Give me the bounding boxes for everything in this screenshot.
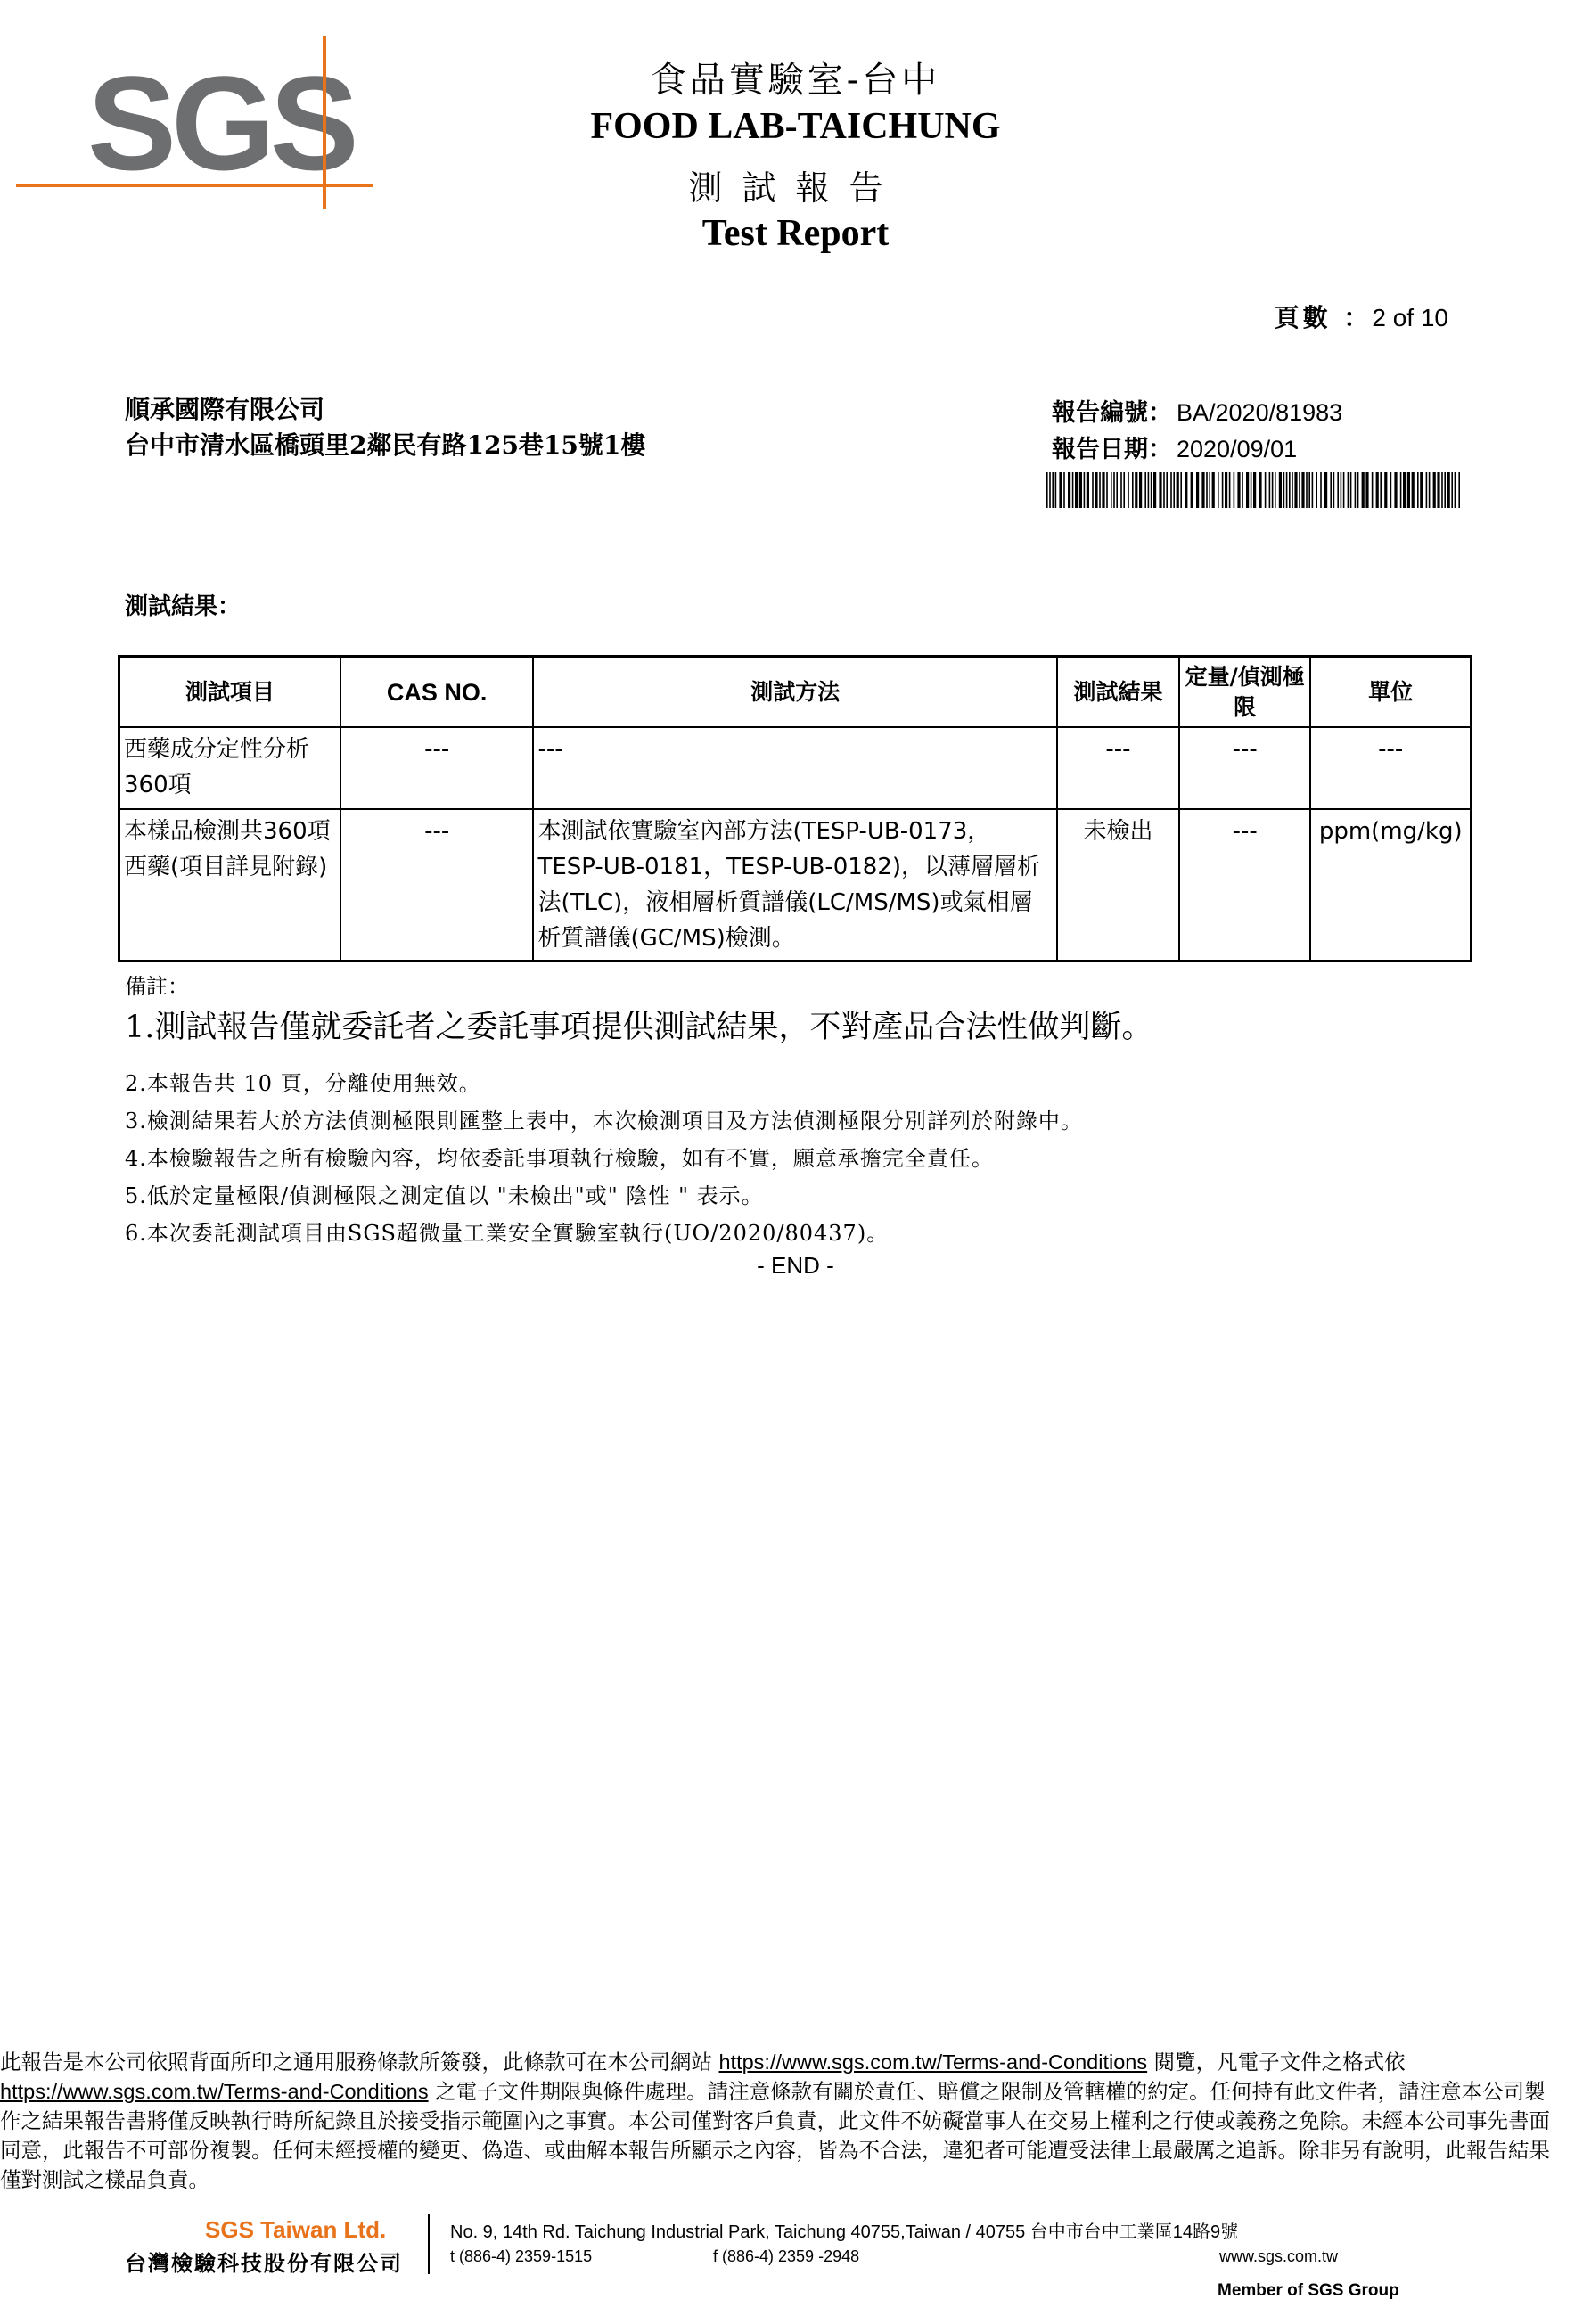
footer-website[interactable]: www.sgs.com.tw bbox=[1219, 2247, 1339, 2265]
report-date: 2020/09/01 bbox=[1177, 436, 1298, 462]
barcode-bar bbox=[1106, 472, 1108, 508]
barcode-bar bbox=[1075, 472, 1078, 508]
disclaimer-text: 此報告是本公司依照背面所印之通用服務條款所簽發，此條款可在本公司網站 bbox=[0, 2050, 719, 2074]
barcode-bar bbox=[1299, 472, 1300, 508]
barcode-bar bbox=[1320, 472, 1322, 508]
barcode-bar bbox=[1283, 472, 1285, 508]
client-block bbox=[125, 392, 645, 463]
barcode-bar bbox=[1259, 472, 1261, 508]
barcode-bar bbox=[1433, 472, 1436, 508]
barcode-bar bbox=[1251, 472, 1252, 508]
barcode-bar bbox=[1116, 472, 1118, 508]
barcode-bar bbox=[1272, 472, 1274, 508]
barcode-bar bbox=[1128, 472, 1129, 508]
barcode-bar bbox=[1234, 472, 1235, 508]
note-item: 4.本檢驗報告之所有檢驗內容，均依委託事項執行檢驗，如有不實，願意承擔完全責任。 bbox=[125, 1146, 994, 1171]
disclaimer bbox=[0, 2048, 1551, 2195]
end-marker: - END - bbox=[757, 1252, 834, 1279]
footer-member: Member of SGS Group bbox=[1218, 2281, 1399, 2300]
barcode-bar bbox=[1132, 472, 1134, 508]
lab-name-chinese: 食品實驗室-台中 bbox=[650, 60, 941, 101]
barcode-bar bbox=[1218, 472, 1219, 508]
barcode-bar bbox=[1407, 472, 1410, 508]
note-item: 2.本報告共 10 頁，分離使用無效。 bbox=[125, 1071, 481, 1096]
report-title-chinese: 測試報告 bbox=[688, 168, 903, 208]
cell-test-item: 西藥成分定性分析360項 bbox=[119, 727, 340, 809]
barcode-bar bbox=[1447, 472, 1450, 508]
barcode-bar bbox=[1209, 472, 1210, 508]
barcode-bar bbox=[1341, 472, 1342, 508]
results-table bbox=[118, 655, 1472, 962]
barcode-bar bbox=[1253, 472, 1256, 508]
barcode-bar bbox=[1269, 472, 1271, 508]
barcode-bar bbox=[1316, 472, 1317, 508]
barcode-bar bbox=[1365, 472, 1368, 508]
note-item: 1.測試報告僅就委託者之委託事項提供測試結果，不對產品合法性做判斷。 bbox=[125, 1010, 1153, 1045]
barcode-bar bbox=[1289, 472, 1291, 508]
footer-company-english: SGS Taiwan Ltd. bbox=[205, 2216, 387, 2243]
barcode-bar bbox=[1376, 472, 1379, 508]
barcode-bar bbox=[1153, 472, 1156, 508]
barcode-bar bbox=[1206, 472, 1208, 508]
footer-fax: f (886-4) 2359 -2948 bbox=[713, 2247, 860, 2265]
cell-test-result: 未檢出 bbox=[1057, 809, 1179, 962]
barcode-bar bbox=[1123, 472, 1125, 508]
barcode-bar bbox=[1400, 472, 1402, 508]
barcode-bar bbox=[1084, 472, 1086, 508]
barcode-bar bbox=[1429, 472, 1431, 508]
barcode-bar bbox=[1139, 472, 1142, 508]
barcode-bar bbox=[1426, 472, 1428, 508]
barcode-bar bbox=[1229, 472, 1231, 508]
terms-link[interactable]: https://www.sgs.com.tw/Terms-and-Conditions bbox=[0, 2080, 429, 2103]
barcode-bar bbox=[1144, 472, 1146, 508]
cell-test-method: --- bbox=[533, 727, 1057, 809]
report-title-english: Test Report bbox=[701, 213, 890, 254]
barcode-bar bbox=[1068, 472, 1070, 508]
barcode-bar bbox=[1390, 472, 1392, 508]
barcode-bar bbox=[1279, 472, 1282, 508]
barcode-bar bbox=[1455, 472, 1456, 508]
barcode-bar bbox=[1265, 472, 1267, 508]
terms-link[interactable]: https://www.sgs.com.tw/Terms-and-Conditions bbox=[718, 2050, 1148, 2074]
barcode-bar bbox=[1451, 472, 1453, 508]
barcode-bar bbox=[1294, 472, 1297, 508]
barcode-bar bbox=[1417, 472, 1419, 508]
barcode-bar bbox=[1159, 472, 1161, 508]
barcode-bar bbox=[1355, 472, 1357, 508]
barcode-bar bbox=[1308, 472, 1310, 508]
barcode-bar bbox=[1212, 472, 1215, 508]
cell-cas-no: --- bbox=[340, 727, 534, 809]
client-address: 台中市清水區橋頭里2鄰民有路125巷15號1樓 bbox=[125, 430, 646, 460]
barcode-bar bbox=[1330, 472, 1332, 508]
note-item: 3.檢測結果若大於方法偵測極限則匯整上表中，本次檢測項目及方法偵測極限分別詳列於附錄中。 bbox=[125, 1109, 1083, 1133]
barcode-bar bbox=[1046, 472, 1048, 508]
page-number bbox=[1275, 299, 1448, 334]
barcode-bar bbox=[1102, 472, 1104, 508]
barcode-bar bbox=[1394, 472, 1397, 508]
barcode-bar bbox=[1222, 472, 1224, 508]
barcode-bar bbox=[1196, 472, 1199, 508]
table-row bbox=[119, 809, 1472, 962]
column-header-cas-no: CAS NO. bbox=[340, 657, 534, 728]
barcode-bar bbox=[1087, 472, 1089, 508]
report-number: BA/2020/81983 bbox=[1177, 399, 1343, 426]
lab-name-english: FOOD LAB-TAICHUNG bbox=[590, 106, 1001, 147]
barcode-bar bbox=[1306, 472, 1308, 508]
cell-test-item: 本樣品檢測共360項西藥(項目詳見附錄) bbox=[119, 809, 340, 962]
logo-text: SGS bbox=[87, 48, 354, 198]
disclaimer-text: 閱覽，凡電子文件之格式依 bbox=[1147, 2050, 1406, 2074]
cell-test-method: 本測試依實驗室內部方法(TESP-UB-0173，TESP-UB-0181，TESP-UB-0182)，以薄層層析法(TLC)，液相層析質譜儀(LC/MS/MS)或氣相層析質譜儀(GC/MS)檢測。 bbox=[533, 809, 1057, 962]
cell-test-result: --- bbox=[1057, 727, 1179, 809]
barcode-bar bbox=[1441, 472, 1443, 508]
barcode-bar bbox=[1163, 472, 1165, 508]
barcode-bar bbox=[1333, 472, 1335, 508]
barcode-bar bbox=[1312, 472, 1314, 508]
barcode-bar bbox=[1170, 472, 1172, 508]
column-header-limit: 定量/偵測極限 bbox=[1179, 657, 1311, 728]
results-title: 測試結果： bbox=[125, 593, 242, 620]
barcode-bar bbox=[1380, 472, 1382, 508]
cell-unit: --- bbox=[1310, 727, 1471, 809]
table-header-row bbox=[119, 657, 1472, 728]
barcode-bar bbox=[1362, 472, 1365, 508]
barcode-bar bbox=[1055, 472, 1057, 508]
disclaimer-text: 之電子文件期限與條件處理。請注意條款有關於責任、賠償之限制及管轄權的約定。任何持有此文件者，請注意本公司製作之結果報告書將僅反映執行時所紀錄且於接受指示範圍內之事實。本公司僅對客戶負責，此文件不妨礙當事人在交易上權利之行使或義務之免除。未經本公司事先書面同意，此報告不可部份複製。任何未經授權的變更、偽造、或曲解本報告所顯示之內容，皆為不合法，違犯者可能遭受法律上最嚴厲之追訴。除非另有說明，此報告結果僅對測試之樣品負責。 bbox=[0, 2079, 1550, 2192]
barcode-bar bbox=[1177, 472, 1179, 508]
report-info bbox=[1052, 395, 1342, 468]
barcode-bar bbox=[1324, 472, 1327, 508]
barcode-bar bbox=[1458, 472, 1460, 508]
footer-company-chinese: 台灣檢驗科技股份有限公司 bbox=[125, 2250, 403, 2276]
page-number-value: 2 of 10 bbox=[1372, 304, 1448, 331]
footer-telephone: t (886-4) 2359-1515 bbox=[450, 2247, 593, 2265]
barcode-bar bbox=[1412, 472, 1415, 508]
barcode-bar bbox=[1372, 472, 1374, 508]
barcode-bar bbox=[1072, 472, 1074, 508]
barcode-bar bbox=[1180, 472, 1182, 508]
report-date-label: 報告日期： bbox=[1052, 436, 1172, 463]
footer-address: No. 9, 14th Rd. Taichung Industrial Park, Taichung 40755,Taiwan / 40755 台中市台中工業區14路9號 bbox=[450, 2222, 1239, 2242]
barcode-bar bbox=[1357, 472, 1359, 508]
barcode-bar bbox=[1059, 472, 1062, 508]
report-barcode bbox=[1046, 472, 1464, 508]
barcode-bar bbox=[1343, 472, 1345, 508]
column-header-test-item: 測試項目 bbox=[119, 657, 340, 728]
barcode-bar bbox=[1301, 472, 1304, 508]
barcode-bar bbox=[1384, 472, 1387, 508]
barcode-bar bbox=[1063, 472, 1065, 508]
barcode-bar bbox=[1444, 472, 1446, 508]
column-header-test-method: 測試方法 bbox=[533, 657, 1057, 728]
barcode-bar bbox=[1337, 472, 1339, 508]
cell-unit: ppm(mg/kg) bbox=[1310, 809, 1471, 962]
barcode-bar bbox=[1049, 472, 1051, 508]
barcode-bar bbox=[1173, 472, 1175, 508]
barcode-bar bbox=[1350, 472, 1352, 508]
report-number-label: 報告編號： bbox=[1052, 399, 1172, 427]
barcode-bar bbox=[1420, 472, 1423, 508]
column-header-unit: 單位 bbox=[1310, 657, 1471, 728]
barcode-bar bbox=[1151, 472, 1152, 508]
note-item: 5.低於定量極限/偵測極限之測定值以 "未檢出"或" 陰性 " 表示。 bbox=[125, 1183, 764, 1208]
cell-cas-no: --- bbox=[340, 809, 534, 962]
barcode-bar bbox=[1225, 472, 1227, 508]
cell-limit: --- bbox=[1179, 727, 1311, 809]
barcode-bar bbox=[1166, 472, 1168, 508]
barcode-bar bbox=[1242, 472, 1243, 508]
barcode-bar bbox=[1437, 472, 1439, 508]
barcode-bar bbox=[1120, 472, 1122, 508]
table-row bbox=[119, 727, 1472, 809]
barcode-bar bbox=[1286, 472, 1288, 508]
client-name: 順承國際有限公司 bbox=[125, 395, 325, 424]
barcode-bar bbox=[1246, 472, 1249, 508]
barcode-bar bbox=[1292, 472, 1293, 508]
notes-title: 備註： bbox=[125, 974, 189, 999]
barcode-bar bbox=[1191, 472, 1193, 508]
barcode-bar bbox=[1185, 472, 1187, 508]
barcode-bar bbox=[1135, 472, 1137, 508]
barcode-bar bbox=[1099, 472, 1101, 508]
barcode-bar bbox=[1079, 472, 1082, 508]
note-item: 6.本次委託測試項目由SGS超微量工業安全實驗室執行(UO/2020/80437)。 bbox=[125, 1221, 890, 1246]
barcode-bar bbox=[1113, 472, 1115, 508]
footer-divider bbox=[428, 2214, 430, 2274]
barcode-bar bbox=[1275, 472, 1276, 508]
barcode-bar bbox=[1403, 472, 1406, 508]
page-number-label: 頁數 ： bbox=[1274, 303, 1373, 332]
column-header-test-result: 測試結果 bbox=[1057, 657, 1179, 728]
barcode-bar bbox=[1237, 472, 1240, 508]
barcode-bar bbox=[1052, 472, 1054, 508]
barcode-bar bbox=[1095, 472, 1097, 508]
barcode-bar bbox=[1092, 472, 1094, 508]
barcode-bar bbox=[1348, 472, 1349, 508]
barcode-bar bbox=[1201, 472, 1204, 508]
barcode-bar bbox=[1111, 472, 1112, 508]
barcode-bar bbox=[1148, 472, 1150, 508]
cell-limit: --- bbox=[1179, 809, 1311, 962]
